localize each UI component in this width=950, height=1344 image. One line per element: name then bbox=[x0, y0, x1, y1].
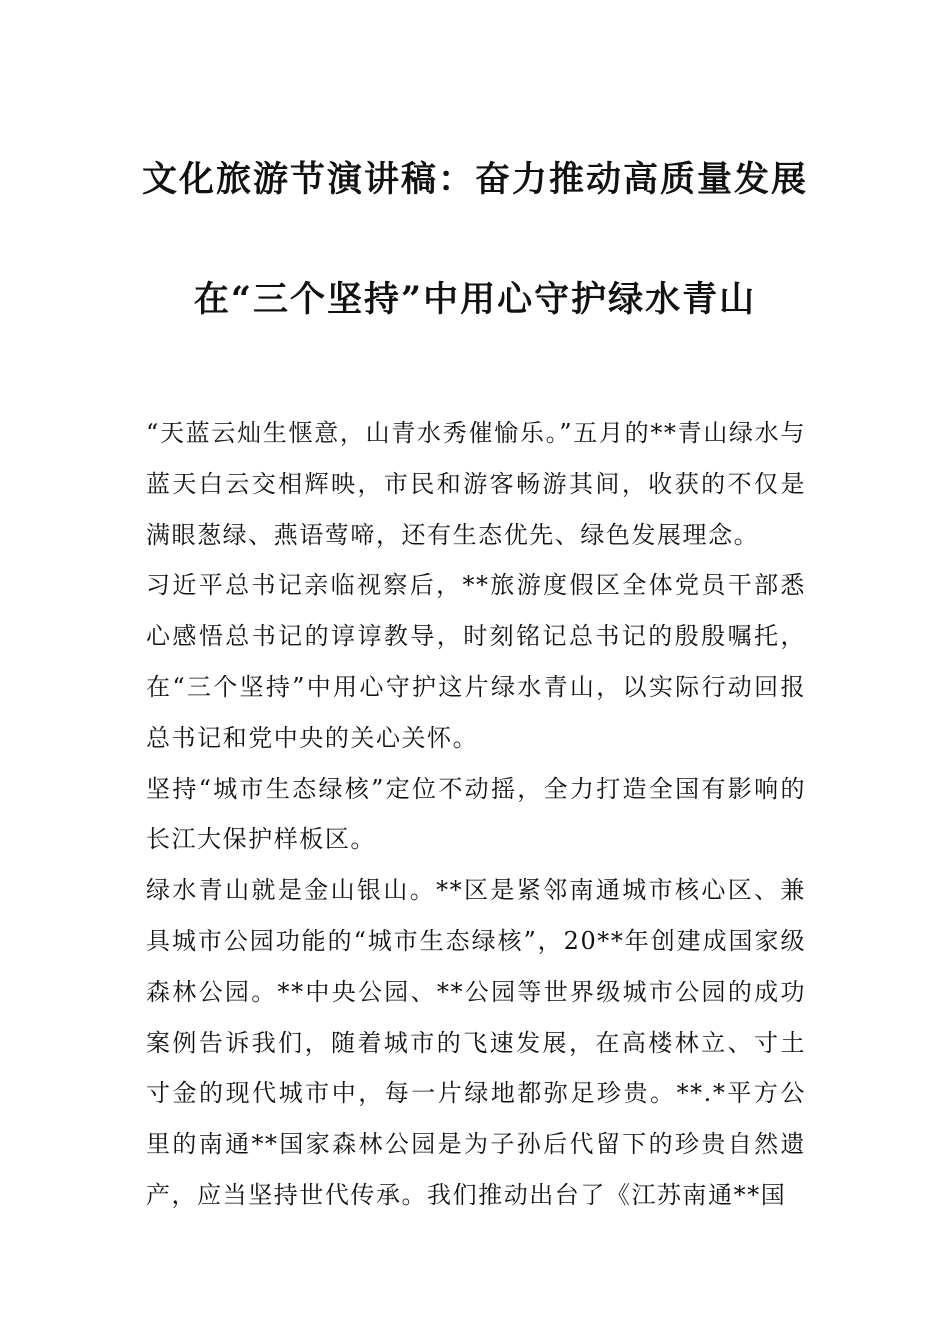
document-title-line-1: 文化旅游节演讲稿：奋力推动高质量发展 bbox=[141, 159, 808, 200]
body-paragraph-4: 绿水青山就是金山银山。**区是紧邻南通城市核心区、兼具城市公园功能的“城市生态绿核”，20**年创建成国家级森林公园。**中央公园、**公园等世界级城市公园的成功案例告诉我们，随着城市的飞速发展，在高楼林立、寸土寸金的现代城市中，每一片绿地都弥足珍贵。**.*平方公里的南通**国家森林公园是为子孙后代留下的珍贵自然遗产，应当坚持世代传承。我们推动出台了《江苏南通**国 bbox=[146, 876, 806, 1209]
body-paragraph-2: 习近平总书记亲临视察后，**旅游度假区全体党员干部悉心感悟总书记的谆谆教导，时刻铭记总书记的殷殷嘱托，在“三个坚持”中用心守护这片绿水青山，以实际行动回报总书记和党中央的关心关怀。 bbox=[146, 571, 806, 752]
body-paragraph-3: 坚持“城市生态绿核”定位不动摇，全力打造全国有影响的长江大保护样板区。 bbox=[146, 774, 806, 854]
document-title-line-2: 在“三个坚持”中用心守护绿水青山 bbox=[193, 279, 757, 320]
document-body bbox=[146, 408, 806, 1221]
body-paragraph-1: “天蓝云灿生惬意，山青水秀催愉乐。”五月的**青山绿水与蓝天白云交相辉映，市民和游客畅游其间，收获的不仅是满眼葱绿、燕语莺啼，还有生态优先、绿色发展理念。 bbox=[146, 419, 806, 549]
